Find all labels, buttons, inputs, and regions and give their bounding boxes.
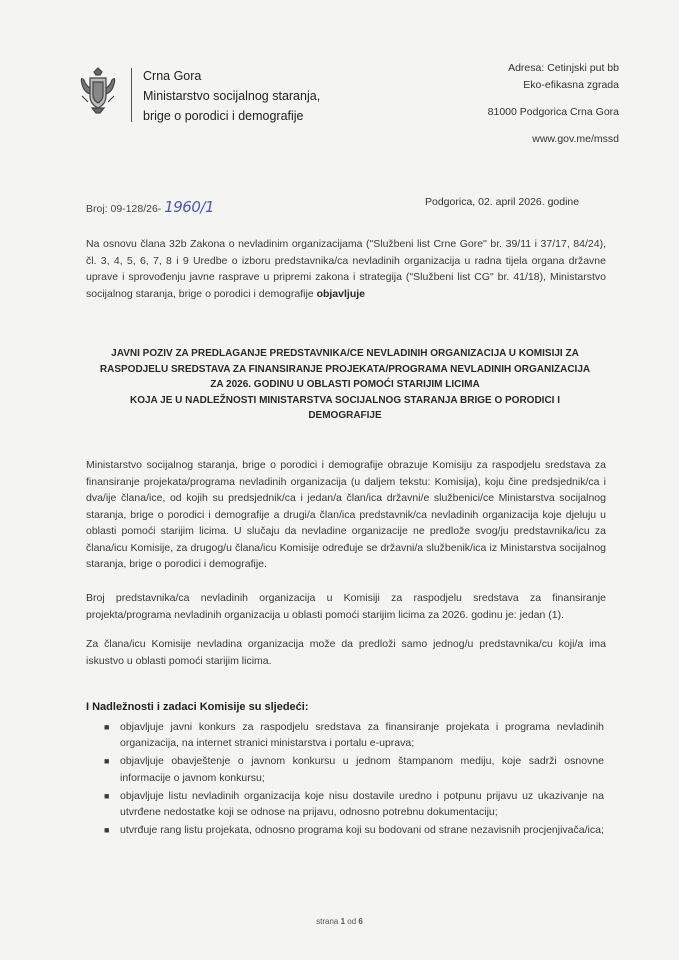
- list-item: [104, 753, 604, 785]
- address-street: Adresa: Cetinjski put bb: [508, 62, 619, 74]
- body-paragraph-3: Za člana/icu Komisije nevladina organizacija može da predloži samo jednog/u predstavnika/cu koji/a ima iskustvo u oblasti pomoći starijim licima.: [86, 638, 606, 667]
- page-total: 6: [358, 917, 363, 926]
- page-counter-middle: od: [345, 917, 359, 926]
- bullet-icon: ■: [104, 790, 110, 801]
- list-item-text: objavljuje listu nevladinih organizacija koje nisu dostavile uredno i potpunu prijavu uz ukazivanje na utvrđene nedostatke koji se odnose na prijavu, odnosno potrebnu dokumentaciju;: [120, 789, 604, 819]
- bullet-icon: ■: [104, 825, 110, 836]
- page-counter: [0, 917, 679, 926]
- address-city: 81000 Podgorica Crna Gora: [487, 106, 619, 118]
- header-divider: [131, 68, 132, 122]
- bullet-icon: ■: [104, 756, 110, 767]
- coat-of-arms-icon: [78, 66, 118, 116]
- handwritten-number: 1960/1: [164, 198, 214, 216]
- document-date: Podgorica, 02. april 2026. godine: [425, 196, 580, 208]
- website-link[interactable]: www.gov.me/mssd: [532, 133, 619, 145]
- bullet-icon: ■: [104, 722, 110, 732]
- page-current: 1: [340, 917, 346, 926]
- section-heading: I Nadležnosti i zadaci Komisije su sljedeći:: [86, 701, 309, 713]
- address-block: [488, 60, 619, 148]
- intro-bold-tail: objavljuje: [316, 287, 365, 300]
- document-number: [86, 198, 214, 216]
- title-line: RASPODJELU SREDSTAVA ZA FINANSIRANJE PROJEKATA/PROGRAMA NEVLADINIH ORGANIZACIJA: [99, 363, 591, 375]
- org-ministry-line2: brige o porodici i demografije: [143, 109, 304, 123]
- intro-paragraph: [86, 236, 606, 302]
- list-item: [104, 788, 604, 820]
- duties-list: [104, 719, 604, 838]
- list-item: [104, 719, 604, 751]
- document-number-label: Broj: 09-128/26-: [86, 203, 162, 215]
- org-country: Crna Gora: [143, 69, 202, 83]
- title-line: DEMOGRAFIJE: [308, 410, 382, 421]
- title-line: JAVNI POZIV ZA PREDLAGANJE PREDSTAVNIKA/CE NEVLADINIH ORGANIZACIJA U KOMISIJI ZA: [111, 348, 579, 359]
- list-item: [104, 822, 604, 838]
- body-paragraph-1: Ministarstvo socijalnog staranja, brige o porodici i demografije obrazuje Komisiju za raspodjelu sredstava za finansiranje projekata/programa nevladinih organizacija (u daljem tekstu: Komisija), koju čine predsjednik/ca i dva/ije člana/ice, od kojih su predsjednik/ca i jedan/a član/ica državni/e službenici/ce Ministarstva socijalnog staranja, brige o porodici i demografije a drugi/a član/ica predstavnik/ca nevladinih organizacija koje djeluju u oblasti pomoći starijim licima. U slučaju da nevladine organizacije ne predlože svog/ju predstavnika/icu za člana/icu Komisije, za drugog/u člana/icu Komisije određuje se državni/a službenik/ica iz Ministarstva socijalnog staranja, brige o porodici i demografije.: [86, 459, 606, 570]
- body-paragraph-2: Broj predstavnika/ca nevladinih organizacija u Komisiji za raspodjelu sredstava za finansiranje projekta/programa nevladinih organizacija u oblasti pomoći starijim licima za 2026. godinu je: jedan (1).: [86, 592, 606, 621]
- page-counter-prefix: strana: [316, 917, 341, 926]
- list-item-text: objavljuje obavještenje o javnom konkursu u jednom štampanom mediju, koje sadrži osnovne informacije o javnom konkursu;: [120, 755, 604, 784]
- title-line: KOJA JE U NADLEŽNOSTI MINISTARSTVA SOCIJALNOG STARANJA BRIGE O PORODICI I: [129, 394, 561, 406]
- list-item-text: objavljuje javni konkurs za raspodjelu sredstava za finansiranje projekata i programa nevladinih organizacija, na internet stranici ministarstva i portalu e-uprava;: [120, 721, 604, 750]
- org-ministry-line1: Ministarstvo socijalnog staranja,: [143, 89, 321, 103]
- document-title: [90, 346, 600, 424]
- address-building: Eko-efikasna zgrada: [523, 79, 619, 91]
- intro-text: Na osnovu člana 32b Zakona o nevladinim organizacijama ("Službeni list Crne Gore" br. 39/11 i 37/17, 84/24), čl. 3, 4, 5, 6, 7, 8 i 9 Uredbe o izboru predstavnika/ca nevladinih organizacija u radna tijela organa državne uprave i sprovođenju javne rasprave u pripremi zakona i strategija ("Službeni list CG" br. 41/18), Ministarstvo socijalnog staranja, brige o porodici i demografije: [86, 238, 606, 300]
- list-item-text: utvrđuje rang listu projekata, odnosno programa koji su bodovani od strane nezavisnih procjenjivača/ica;: [120, 824, 604, 837]
- organization-block: [143, 66, 320, 126]
- title-line: ZA 2026. GODINU U OBLASTI POMOĆI STARIJIM LICIMA: [210, 379, 480, 390]
